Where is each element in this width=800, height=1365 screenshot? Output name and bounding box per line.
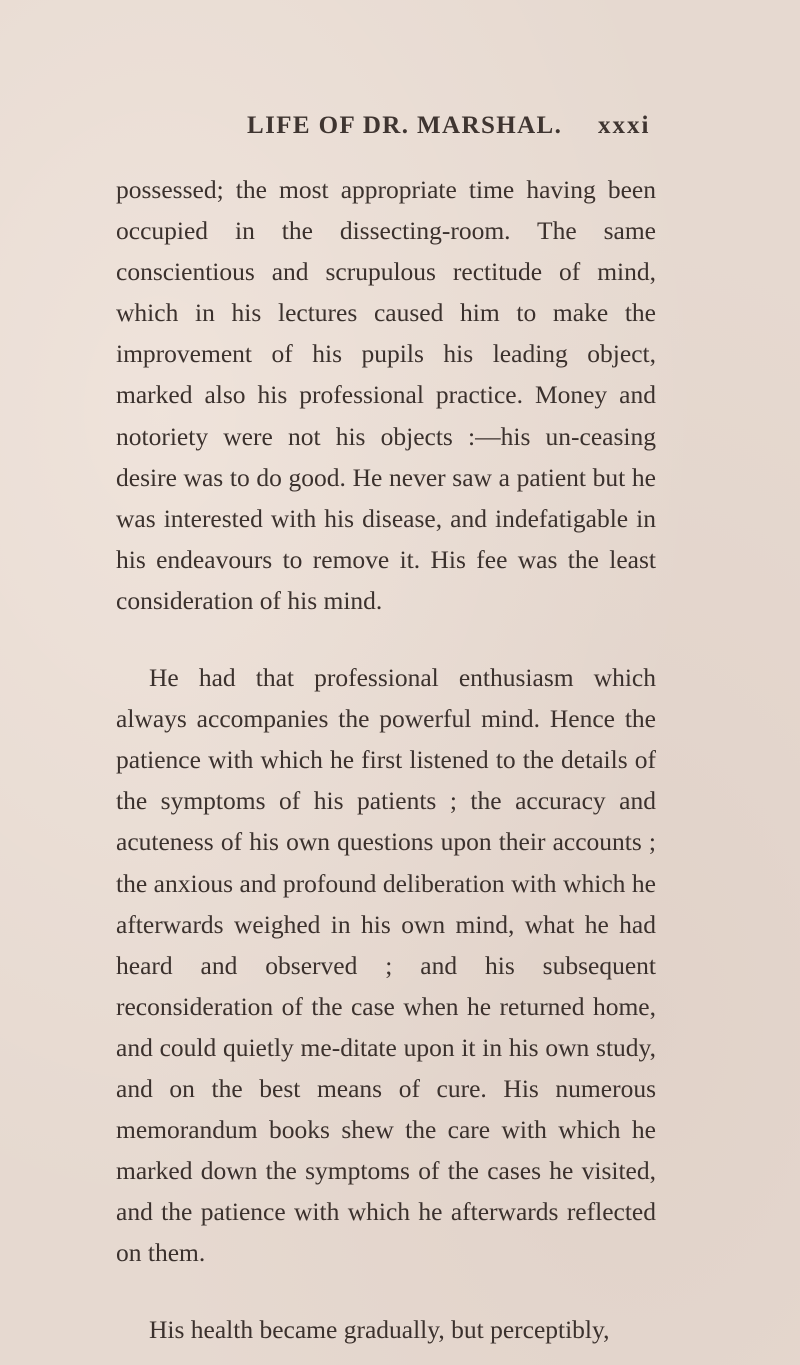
running-head (0, 112, 800, 152)
body-text (116, 169, 656, 1351)
paragraph-continued: possessed; the most appropriate time having been occupied in the dissecting-room. The same conscientious and scrupulous rectitude of mind, which in his lectures caused him to make the improvement of his pupils his leading object, marked also his professional practice. Money and notoriety were not his objects :—his un-ceasing desire was to do good. He never saw a patient but he was interested with his disease, and indefatigable in his endeavours to remove it. His fee was the least consideration of his mind. (116, 175, 656, 615)
page-number: xxxi (598, 112, 651, 139)
paragraph-enthusiasm: He had that professional enthusiasm which always accompanies the powerful mind. Hence the patience with which he first listened to the details of the symptoms of his patients ; the accuracy and acuteness of his own questions upon their accounts ; the anxious and profound deliberation with which he afterwards weighed in his own mind, what he had heard and observed ; and his subsequent reconsideration of the case when he returned home, and could quietly me-ditate upon it in his own study, and on the best means of cure. His numerous memorandum books shew the care with which he marked down the symptoms of the cases he visited, and the patience with which he afterwards reflected on them. (116, 663, 656, 1268)
paragraph-health: His health became gradually, but perceptibly, (149, 1315, 610, 1345)
running-title: LIFE OF DR. MARSHAL. (247, 112, 563, 139)
